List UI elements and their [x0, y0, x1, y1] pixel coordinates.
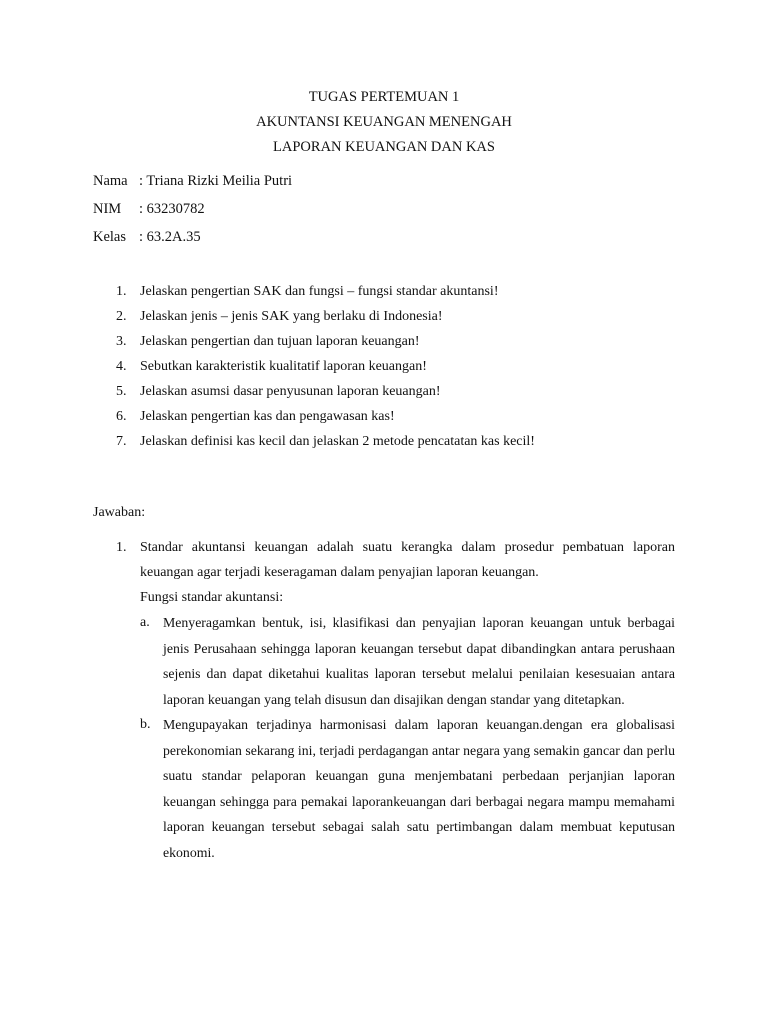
header-topic: LAPORAN KEUANGAN DAN KAS	[273, 139, 495, 155]
question-text: Sebutkan karakteristik kualitatif laporan keuangan!	[140, 359, 427, 374]
sub-text: Mengupayakan terjadinya harmonisasi dalam laporan keuangan.dengan era globalisasi perekonomian sekarang ini, terjadi perdagangan antar negara yang semakin gancar dan perlu suatu standar pelaporan keuangan guna menjembatani perbedaan perjanjian laporan keuangan sehingga para pemakai laporankeuangan dari berbagai negara mampu memahami laporan keuangan tersebut sebagai salah satu pertimbangan dalam membuat keputusan ekonomi.	[163, 717, 675, 860]
sub-list-item-a	[140, 610, 675, 712]
answers-heading: Jawaban:	[93, 505, 146, 520]
header-title: TUGAS PERTEMUAN 1	[308, 89, 460, 105]
question-list	[93, 281, 693, 456]
list-number: 5.	[116, 384, 127, 399]
question-text: Jelaskan pengertian SAK dan fungsi – fungsi standar akuntansi!	[140, 284, 499, 299]
info-row-nama	[93, 170, 292, 198]
list-item	[93, 381, 693, 406]
student-info	[93, 170, 292, 254]
sub-letter: a.	[140, 615, 150, 630]
list-item	[93, 356, 693, 381]
list-number: 6.	[116, 409, 127, 424]
list-number: 7.	[116, 434, 127, 449]
header-course: AKUNTANSI KEUANGAN MENENGAH	[256, 114, 512, 130]
info-value: : Triana Rizki Meilia Putri	[139, 173, 293, 189]
list-number: 4.	[116, 359, 127, 374]
answer-item-1	[93, 535, 675, 865]
info-value: : 63230782	[139, 201, 205, 217]
list-item	[93, 281, 693, 306]
answer-body	[140, 535, 675, 865]
list-item	[93, 406, 693, 431]
info-row-nim	[93, 198, 292, 226]
sub-list-item-b	[140, 712, 675, 865]
question-text: Jelaskan pengertian kas dan pengawasan kas!	[140, 409, 395, 424]
answer-number: 1.	[116, 540, 127, 555]
list-number: 1.	[116, 284, 127, 299]
list-number: 2.	[116, 309, 127, 324]
list-item	[93, 331, 693, 356]
question-text: Jelaskan definisi kas kecil dan jelaskan 2 metode pencatatan kas kecil!	[140, 434, 535, 449]
list-item	[93, 306, 693, 331]
question-text: Jelaskan jenis – jenis SAK yang berlaku di Indonesia!	[140, 309, 443, 324]
question-text: Jelaskan pengertian dan tujuan laporan keuangan!	[140, 334, 420, 349]
info-label: NIM	[93, 201, 122, 217]
info-row-kelas	[93, 226, 292, 254]
sub-text: Menyeragamkan bentuk, isi, klasifikasi dan penyajian laporan keuangan untuk berbagai jenis Perusahaan sehingga laporan keuangan tersebut dapat dibandingkan antara perushaan sejenis dan dapat diketahui kualitas laporan tersebut melalui penilaian kesesuaian antara laporan keuangan yang telah disusun dan disajikan dengan standar yang ditetapkan.	[163, 615, 675, 707]
list-item	[93, 431, 693, 456]
info-value: : 63.2A.35	[139, 229, 201, 245]
info-label: Kelas	[93, 229, 127, 245]
list-number: 3.	[116, 334, 127, 349]
sub-letter: b.	[140, 717, 151, 732]
document-header	[0, 86, 768, 161]
info-label: Nama	[93, 173, 128, 189]
question-text: Jelaskan asumsi dasar penyusunan laporan keuangan!	[140, 384, 441, 399]
fungsi-heading: Fungsi standar akuntansi:	[140, 590, 284, 605]
answer-intro: Standar akuntansi keuangan adalah suatu kerangka dalam prosedur pembatuan laporan keuangan agar terjadi keseragaman dalam penyajian laporan keuangan.	[140, 540, 675, 580]
answer-list	[93, 535, 675, 865]
